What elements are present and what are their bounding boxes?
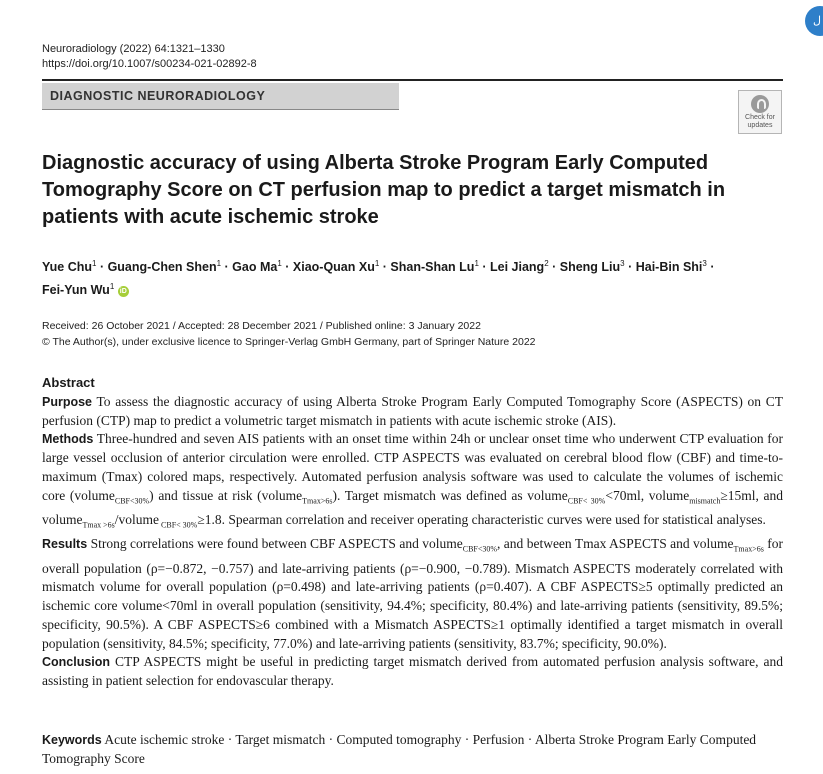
author[interactable]: Gao Ma$^1$ (232, 259, 282, 275)
author[interactable]: Xiao-Quan Xu$^1$ (292, 259, 380, 275)
keywords (42, 731, 783, 768)
abstract-methods: Methods Three-hundred and seven AIS patients with an onset time within 24h or unclear onset time who underwent CTP evaluation for large vessel occlusion of anterior circulation were enrolled. CTP ASPECTS was evaluated on cerebral blood flow (CBF) and time-to-maximum (Tmax) colored maps, respectively. Automated perfusion analysis software was used to calculate the volumes of ischemic core (volume$_{CBF<30\%}$) and tissue at risk (volume$_{Tmax>6s}$). Target mismatch was defined as volume$_{CBF< 30\%}$<70ml, volume$_{mismatch}$≥15ml, and volume$_{Tmax >6s}$/volume $_{CBF< 30\%}$≥1.8. Spearman correlation and receiver operating characteristic curves were used for statistical analyses. (42, 431, 784, 530)
check-updates-label: Check for updates (745, 114, 775, 129)
author[interactable]: Yue Chu$^1$ (42, 259, 97, 275)
keywords-list: Acute ischemic stroke · Target mismatch · Computed tomography · Perfusion · Alberta Stroke Program Early Computed Tomography Score (42, 732, 757, 766)
reader-badge-icon[interactable]: ل (805, 6, 823, 36)
check-for-updates-button[interactable] (738, 90, 782, 134)
author-list: Yue Chu$^1$ · Guang-Chen Shen$^1$ · Gao $Ma^1$ · Xiao-Quan $Xu^1$ · Shan-Shan $Lu^1$ · Lei Jiang$^2$ · Sheng Liu$^3$ · Hai-Bin Shi$^3$ · Fei-Yun Wu$^1$ iD (42, 259, 715, 298)
results-label: Results (42, 537, 88, 552)
journal-citation: Neuroradiology (2022) 64:1321–1330 (42, 43, 225, 55)
author[interactable]: Shan-Shan Lu$^1$ (390, 259, 479, 275)
orcid-icon[interactable]: iD (119, 287, 127, 295)
abstract-conclusion: Conclusion CTP ASPECTS might be useful in predicting target mismatch derived from automated perfusion analysis software, and assisting in patient selection for endovascular therapy. (42, 654, 783, 688)
conclusion-label: Conclusion (42, 655, 111, 670)
section-label: DIAGNOSTIC NEURORADIOLOGY (42, 83, 399, 110)
abstract-heading: Abstract (42, 375, 95, 390)
abstract-body (42, 393, 783, 691)
paper-title: Diagnostic accuracy of using Alberta Stroke Program Early Computed Tomography Score on CT perfusion map to predict a target mismatch in patients with acute ischemic stroke (42, 152, 726, 228)
author[interactable]: Lei Jiang$^2$ (490, 259, 549, 275)
methods-label: Methods (42, 432, 94, 447)
abstract-purpose: Purpose To assess the diagnostic accuracy of using Alberta Stroke Program Early Computed Tomography Score (ASPECTS) on CT perfusion (CTP) map to predict a volumetric target mismatch in patients with acute ischemic stroke (AIS). (42, 394, 783, 428)
bookmark-icon (751, 95, 769, 113)
copyright-notice: © The Author(s), under exclusive licence to Springer-Verlag GmbH Germany, part of Springer Nature 2022 (42, 336, 536, 348)
author[interactable]: Hai-Bin Shi$^3$ (635, 259, 707, 275)
publication-dates (42, 318, 782, 350)
header-rule (42, 79, 783, 81)
author[interactable]: Sheng Liu$^3$ (559, 259, 625, 275)
journal-info (42, 42, 257, 72)
author[interactable]: Guang-Chen Shen$^1$ (107, 259, 222, 275)
abstract-results: Results Strong correlations were found between CBF ASPECTS and volume$_{CBF<30\%}$, and between Tmax ASPECTS and volume$_{Tmax>6s}$ for overall population (ρ=−0.872, −0.757) and late-arriving patients (ρ=−0.900, −0.789). Mismatch ASPECTS moderately correlated with mismatch volume for overall population (ρ=0.498) and late-arriving patients (ρ=0.407). A CBF ASPECTS≥5 optimally predicted an ischemic core volume<70ml in overall population (sensitivity, 94.4%; specificity, 80.4%) and late-arriving patients (sensitivity, 89.5%; specificity, 90.5%). A CBF ASPECTS≥6 combined with a Mismatch ASPECTS≥1 optimally identified a target mismatch in overall population (sensitivity, 84.5%; specificity, 77.0%) and late-arriving patients (sensitivity, 83.7%; specificity, 90.0%). (42, 536, 783, 651)
purpose-label: Purpose (42, 395, 93, 409)
history-dates: Received: 26 October 2021 / Accepted: 28 December 2021 / Published online: 3 January 2022 (42, 320, 481, 332)
keywords-label: Keywords (42, 733, 102, 747)
doi-link[interactable]: https://doi.org/10.1007/s00234-021-02892-8 (42, 58, 257, 70)
author[interactable]: Fei-Yun Wu$^1$ (42, 282, 115, 298)
